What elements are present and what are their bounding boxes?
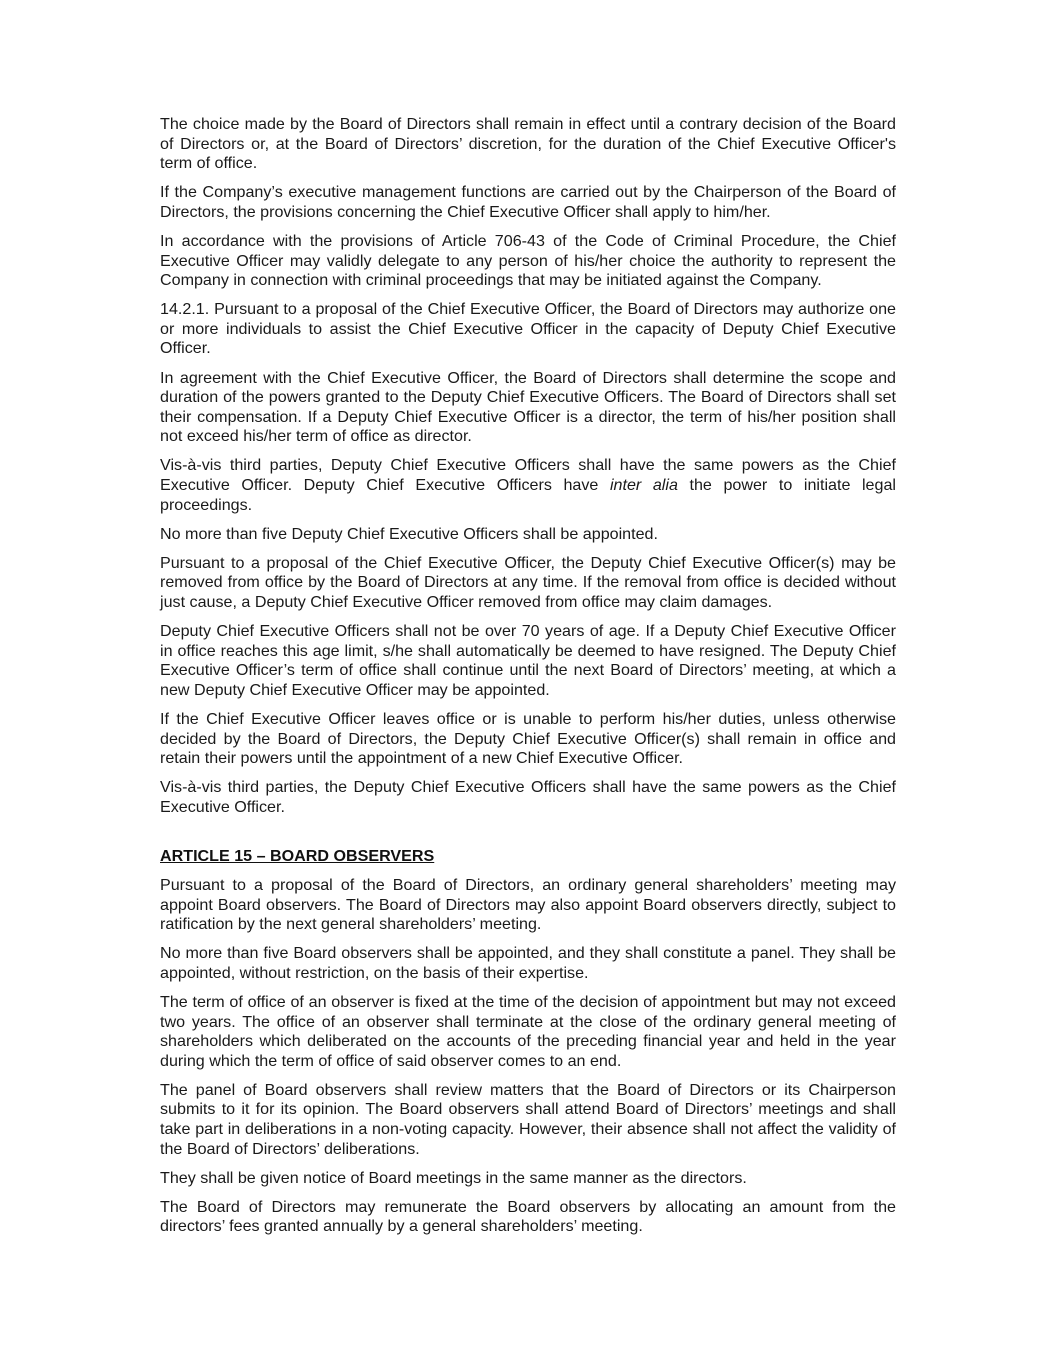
- paragraph-third-parties-powers: Vis-à-vis third parties, the Deputy Chief Executive Officers shall have the same powers as the Chief Executive Officer.: [160, 778, 896, 816]
- paragraph-criminal-procedure: In accordance with the provisions of Article 706-43 of the Code of Criminal Procedure, the Chief Executive Officer may validly delegate to any person of his/her choice the authority to represent the Company in connection with criminal proceedings that may be initiated against the Company.: [160, 231, 896, 290]
- inter-alia-before: Vis-à-vis third parties, Deputy Chief Executive Officers shall have the same powers as the Chief Executive Officer. Deputy Chief Executive Officers have: [160, 456, 896, 494]
- paragraph-notice-meetings: They shall be given notice of Board meetings in the same manner as the directors.: [160, 1168, 747, 1187]
- paragraph-choice-effect: The choice made by the Board of Directors shall remain in effect until a contrary decision of the Board of Directors or, at the Board of Directors’ discretion, for the duration of the Chief Executive Officer's term of office.: [160, 115, 896, 173]
- paragraph-max-five-deputies: No more than five Deputy Chief Executive Officers shall be appointed.: [160, 524, 658, 543]
- document-page: [160, 115, 896, 1247]
- paragraph-removal-from-office: Pursuant to a proposal of the Chief Executive Officer, the Deputy Chief Executive Officer(s) may be removed from office by the Board of Directors at any time. If the removal from office is decided without just cause, a Deputy Chief Executive Officer removed from office may claim damages.: [160, 553, 896, 611]
- paragraph-remuneration: The Board of Directors may remunerate the Board observers by allocating an amount from the directors’ fees granted annually by a general shareholders’ meeting.: [160, 1197, 896, 1236]
- paragraph-observer-term: The term of office of an observer is fixed at the time of the decision of appointment but may not exceed two years. The office of an observer shall terminate at the close of the ordinary general meeting of shareholders which deliberated on the accounts of the preceding financial year and held in the year during which the term of office of said observer comes to an end.: [160, 992, 896, 1070]
- paragraph-panel-review: The panel of Board observers shall review matters that the Board of Directors or its Chairperson submits to it for its opinion. The Board observers shall attend Board of Directors’ meetings and shall take part in deliberations in a non-voting capacity. However, their absence shall not affect the validity of the Board of Directors’ deliberations.: [160, 1080, 896, 1158]
- paragraph-third-parties-inter-alia: [160, 456, 896, 515]
- article-15-heading: ARTICLE 15 – BOARD OBSERVERS: [160, 847, 435, 866]
- paragraph-14-2-1: 14.2.1. Pursuant to a proposal of the Chief Executive Officer, the Board of Directors may authorize one or more individuals to assist the Chief Executive Officer in the capacity of Deputy Chief Executive Officer.: [160, 300, 896, 358]
- paragraph-chairperson-functions: If the Company’s executive management functions are carried out by the Chairperson of the Board of Directors, the provisions concerning the Chief Executive Officer shall apply to him/her.: [160, 183, 896, 221]
- paragraph-age-limit: Deputy Chief Executive Officers shall not be over 70 years of age. If a Deputy Chief Executive Officer in office reaches this age limit, s/he shall automatically be deemed to have resigned. The Deputy Chief Executive Officer’s term of office shall continue until the next Board of Directors’ meeting, at which a new Deputy Chief Executive Officer may be appointed.: [160, 622, 896, 699]
- inter-alia-after: the power to initiate legal proceedings.: [160, 476, 896, 514]
- paragraph-max-five-observers: No more than five Board observers shall be appointed, and they shall constitute a panel. They shall be appointed, without restriction, on the basis of their expertise.: [160, 944, 896, 982]
- paragraph-scope-duration: In agreement with the Chief Executive Officer, the Board of Directors shall determine the scope and duration of the powers granted to the Deputy Chief Executive Officers. The Board of Directors shall set their compensation. If a Deputy Chief Executive Officer is a director, the term of his/her position shall not exceed his/her term of office as director.: [160, 368, 896, 446]
- paragraph-ceo-leaves-office: If the Chief Executive Officer leaves office or is unable to perform his/her duties, unless otherwise decided by the Board of Directors, the Deputy Chief Executive Officer(s) shall remain in office and retain their powers until the appointment of a new Chief Executive Officer.: [160, 709, 896, 768]
- inter-alia-italic: inter alia: [609, 476, 678, 494]
- paragraph-appoint-observers: Pursuant to a proposal of the Board of Directors, an ordinary general shareholders’ meeting may appoint Board observers. The Board of Directors may also appoint Board observers directly, subject to ratification by the next general shareholders’ meeting.: [160, 876, 896, 934]
